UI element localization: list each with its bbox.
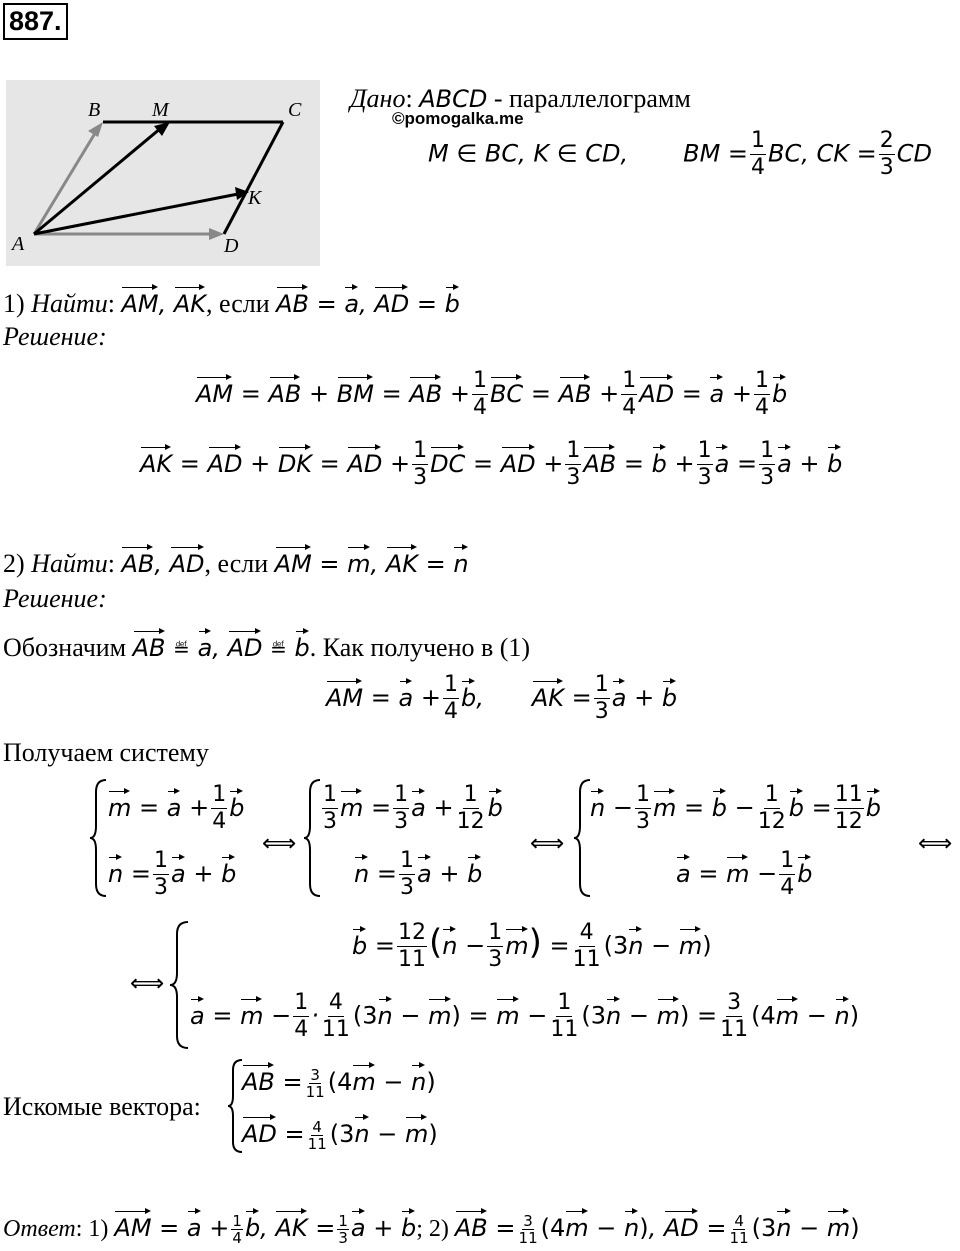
equiv-4: ⟺ [130, 969, 165, 997]
label-b: B [88, 99, 101, 121]
system4-row2: a = m − $\frac{1}{4}$ · $\frac{4}{11}$ (3n − m) = m − $\frac{1}{11}$ (3n − m) = $\frac{3}{11}$ (4m − n) [190, 990, 860, 1042]
label-a: A [12, 233, 25, 255]
equiv-1: ⟺ [262, 829, 297, 857]
system4-row1: b = $\frac{12}{11}$ (n − $\frac{1}{3}$ m) = $\frac{4}{11}$ (3n − m) [352, 920, 712, 972]
obtained-line: AM = a + $\frac{1}{4}$ b, AK = $\frac{1}{3}$ a + b [326, 672, 678, 724]
system3-row2: a = m − $\frac{1}{4}$ b [676, 848, 813, 900]
figure-type: - параллелограмм [493, 84, 691, 113]
answer-line: Ответ: 1) AM = a + $\frac{1}{4}$ b, AK = $\frac{1}{3}$ a + b; 2) AB = $\frac{3}{11}$ (4m − n), AD = $\frac{4}{11}$ (3n − m) [3, 1208, 860, 1246]
given-label: Дано [350, 84, 406, 113]
label-m: M [152, 99, 169, 121]
given-conditions: M ∈ BC, K ∈ CD, BM = $\frac{1}{4}$ BC, CK = $\frac{2}{3}$ CD [428, 128, 933, 180]
label-k: K [248, 187, 262, 209]
equation-ak: AK = AD + DK = AD + $\frac{1}{3}$ DC = AD + $\frac{1}{3}$ AB = b + $\frac{1}{3}$ a = $\frac{1}{3}$ a + b [140, 438, 843, 490]
figure-name: ABCD [419, 85, 488, 113]
equiv-3: ⟺ [918, 829, 953, 857]
problem-number: 887. [3, 3, 68, 40]
result-ad: AD = $\frac{4}{11}$ (3n − m) [242, 1114, 438, 1152]
part2-heading: 2) Найти: AB, AD, если AM = m, AK = n [3, 544, 469, 579]
system3-row1: n − $\frac{1}{3}$ m = b − $\frac{1}{12}$ b = $\frac{11}{12}$ b [590, 782, 881, 834]
answer-label: Ответ [3, 1216, 76, 1242]
part1-solution-label: Решение: [3, 322, 107, 351]
system1-row1: m = a + $\frac{1}{4}$ b [108, 782, 245, 834]
result-ab: AB = $\frac{3}{11}$ (4m − n) [242, 1062, 436, 1100]
label-d: D [224, 235, 239, 257]
result-label: Искомые вектора: [3, 1092, 201, 1121]
label-c: C [288, 99, 302, 121]
parallelogram-figure [6, 80, 320, 266]
brace-1 [88, 778, 108, 898]
brace-2 [302, 778, 322, 898]
given-line: Дано: ABCD - параллелограмм [350, 84, 691, 113]
brace-4 [168, 920, 190, 1050]
system-intro: Получаем систему [3, 738, 209, 767]
part1-heading: 1) Найти: AM, AK, если AB = a, AD = b [3, 284, 460, 319]
system2-row2: n = $\frac{1}{3}$ a + b [354, 848, 483, 900]
equation-am: AM = AB + BM = AB + $\frac{1}{4}$ BC = AB + $\frac{1}{4}$ AD = a + $\frac{1}{4}$ b [196, 368, 788, 420]
denote-line: Обозначим AB ≝ a, AD ≝ b. Как получено в (1) [3, 628, 530, 664]
system2-row1: $\frac{1}{3}$ m = $\frac{1}{3}$ a + $\frac{1}{12}$ b [323, 782, 503, 834]
brace-3 [572, 778, 592, 898]
equiv-2: ⟺ [530, 829, 565, 857]
system1-row2: n = $\frac{1}{3}$ a + b [108, 848, 237, 900]
watermark: ©pomogalka.me [392, 109, 524, 128]
part2-solution-label: Решение: [3, 584, 107, 613]
